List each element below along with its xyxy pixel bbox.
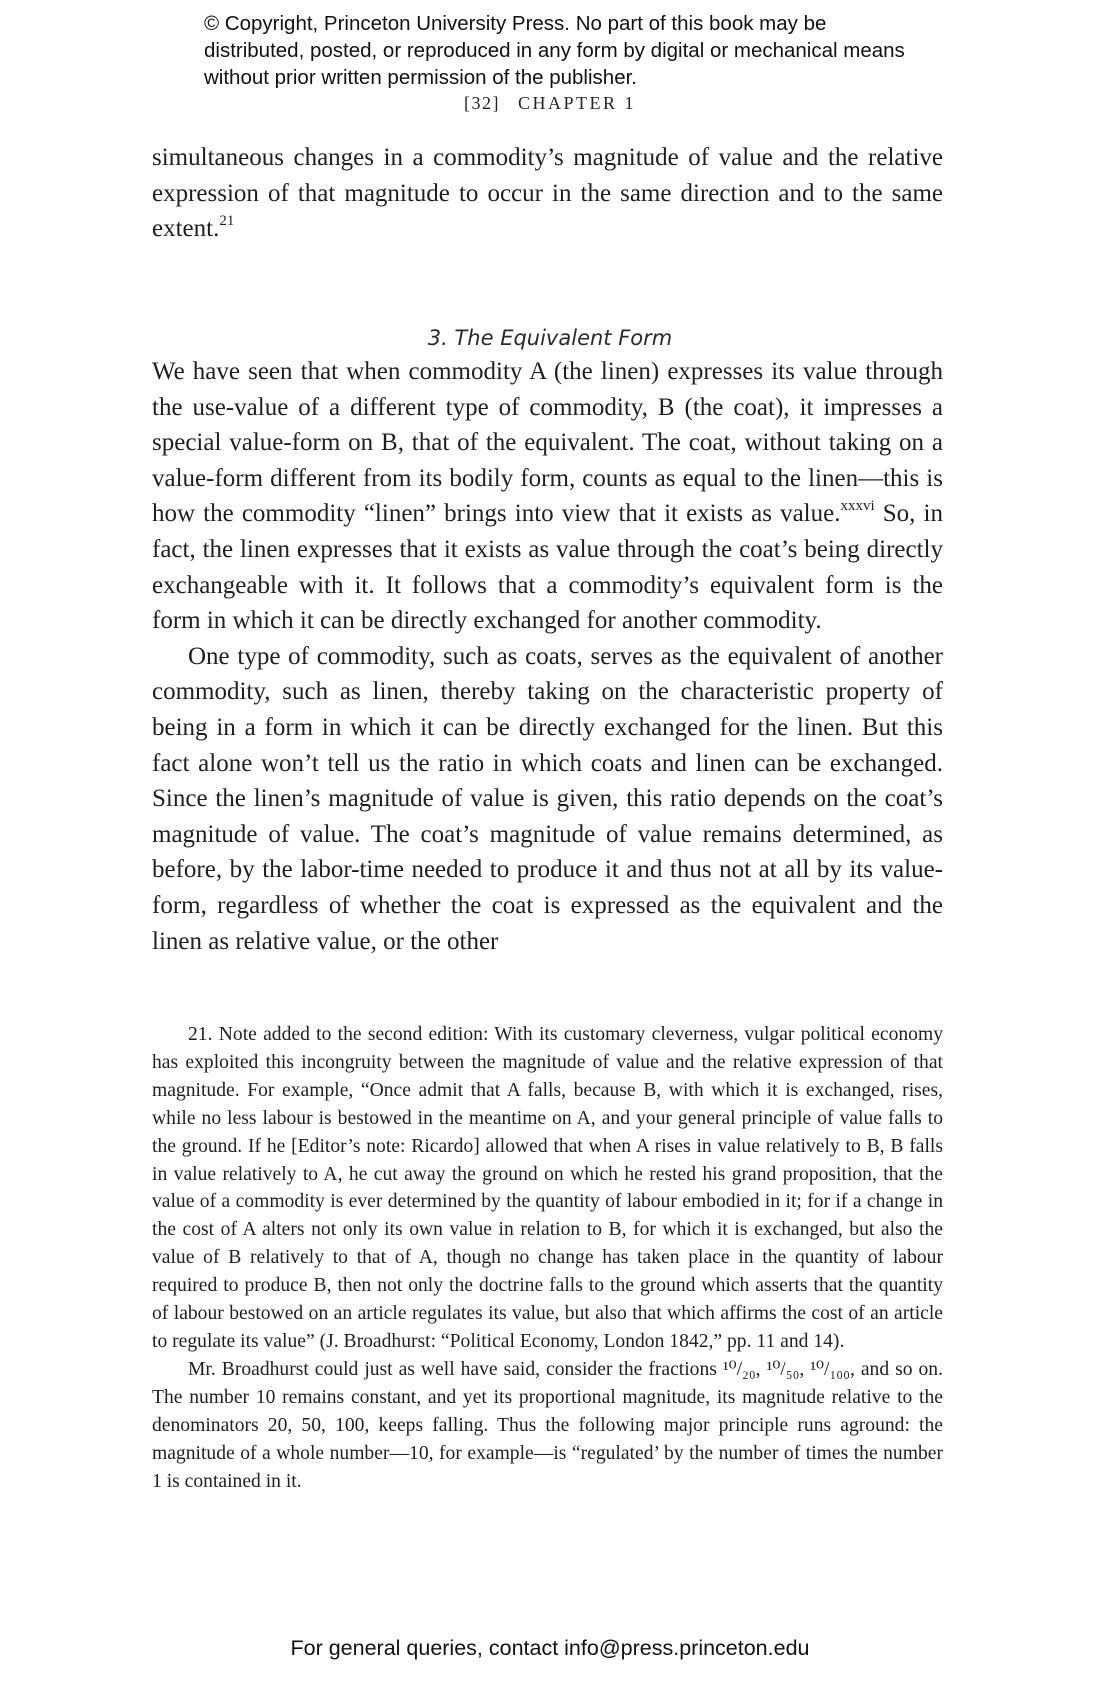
paragraph-1 <box>152 354 943 639</box>
footnote-21-paragraph-2: Mr. Broadhurst could just as well have said, consider the fractions ¹⁰/₂₀, ¹⁰/₅₀, ¹⁰/₁₀₀, and so on. The number 10 remains constant, and yet its proportional magnitude, its magnitude relative to the denominators 20, 50, 100, keeps falling. Thus the following major principle runs aground: the magnitude of a whole number—10, for example—is “regulated’ by the number of times the number 1 is contained in it. <box>152 1358 943 1492</box>
page-number: [32] <box>463 93 500 113</box>
main-text <box>152 354 943 959</box>
continuation-paragraph <box>152 140 943 247</box>
section-heading: 3. The Equivalent Form <box>427 326 673 350</box>
continuation-text: simultaneous changes in a commodity’s magnitude of value and the relative expression of that magnitude to occur in the same direction and to the same extent. <box>152 144 943 243</box>
running-head <box>0 93 1100 114</box>
paragraph-1-part-b: So, in fact, the linen expresses that it exists as value through the coat’s being directly exchangeable with it. It follows that a commodity’s equivalent form is the form in which it can be directly exchanged for another commodity. <box>152 500 943 635</box>
chapter-label: CHAPTER 1 <box>517 93 636 113</box>
footnote-21 <box>152 1021 943 1495</box>
paragraph-2: One type of commodity, such as coats, serves as the equivalent of another commodity, such as linen, thereby taking on the characteristic property of being in a form in which it can be directly exchanged for the linen. But this fact alone won’t tell us the ratio in which coats and linen can be exchanged. Since the linen’s magnitude of value is given, this ratio depends on the coat’s magnitude of value. The coat’s magnitude of value remains determined, as before, by the labor-time needed to produce it and thus not at all by its value-form, regardless of whether the coat is expressed as the equivalent and the linen as relative value, or the other <box>152 642 943 955</box>
endnote-reference: xxxvi <box>840 498 875 515</box>
paragraph-1-part-a: We have seen that when commodity A (the linen) expresses its value through the use-value of a different type of commodity, B (the coat), it impresses a special value-form on B, that of the equivalent. The coat, without taking on a value-form different from its bodily form, counts as equal to the linen—this is how the commodity “linen” brings into view that it exists as value. <box>152 358 943 528</box>
footnote-21-paragraph-1: 21. Note added to the second edition: With its customary cleverness, vulgar political economy has exploited this incongruity between the magnitude of value and the relative expression of that magnitude. For example, “Once admit that A falls, because B, with which it is exchanged, rises, while no less labour is bestowed in the meantime on A, and your general principle of value falls to the ground. If he [Editor’s note: Ricardo] allowed that when A rises in value relatively to B, B falls in value relatively to A, he cut away the ground on which he rested his grand proposition, that the value of a commodity is ever determined by the quantity of labour embodied in it; for if a change in the cost of A alters not only its own value in relation to B, for which it is exchanged, but also the value of B relatively to that of A, though no change has taken place in the quantity of labour required to produce B, then not only the doctrine falls to the ground which asserts that the quantity of labour bestowed on an article regulates its value, but also that which affirms the cost of an article to regulate its value” (J. Broadhurst: “Political Economy, London 1842,” pp. 11 and 14). <box>152 1024 943 1352</box>
copyright-notice: © Copyright, Princeton University Press. No part of this book may be distributed, posted, or reproduced in any form by digital or mechanical means without prior written permission of the publisher. <box>204 12 905 89</box>
footer-contact: For general queries, contact info@press.princeton.edu <box>290 1636 810 1660</box>
footnote-reference: 21 <box>219 212 235 229</box>
